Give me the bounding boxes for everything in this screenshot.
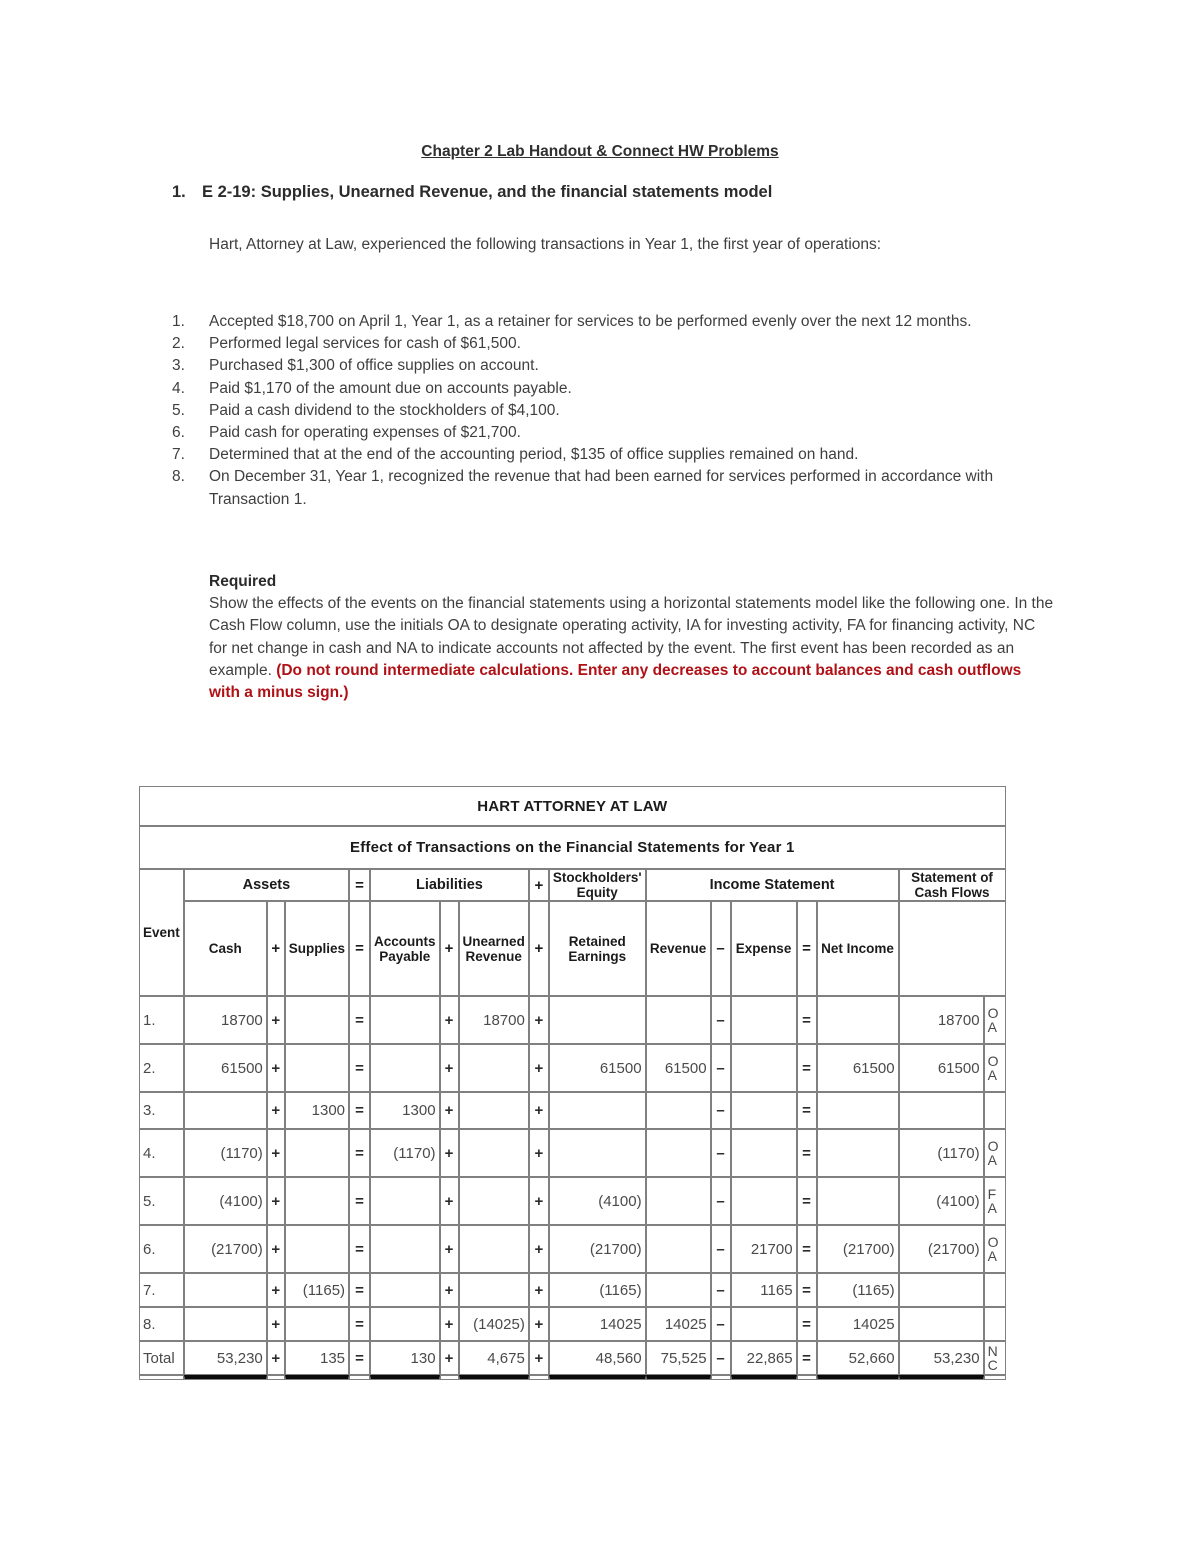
operator-plus: + bbox=[267, 1177, 285, 1225]
column-header-cash: Cash bbox=[184, 901, 267, 996]
operator-plus: + bbox=[529, 1044, 549, 1092]
table-row bbox=[139, 1225, 1006, 1273]
table-total-double-rule bbox=[139, 1375, 1006, 1380]
cell-cash-flow-code bbox=[984, 1273, 1006, 1307]
operator-plus: + bbox=[267, 1044, 285, 1092]
operator-equals: = bbox=[797, 1044, 817, 1092]
cell-expense bbox=[731, 996, 797, 1044]
cell-cash-flow-amount: (4100) bbox=[899, 1177, 984, 1225]
operator-plus: + bbox=[440, 1341, 459, 1375]
operator-plus: + bbox=[529, 1177, 549, 1225]
list-item-text: Paid $1,170 of the amount due on accounts payable. bbox=[209, 379, 572, 397]
cell-cash-flow-code: OA bbox=[984, 1129, 1006, 1177]
operator-plus-liabilities: + bbox=[440, 901, 459, 996]
cell-retained-earnings: 61500 bbox=[549, 1044, 646, 1092]
rule-spacer bbox=[349, 1375, 370, 1380]
group-header-stockholders-equity: Stockholders' Equity bbox=[549, 869, 646, 901]
operator-plus: + bbox=[267, 1341, 285, 1375]
operator-equals-assets: = bbox=[349, 901, 370, 996]
cell-retained-earnings-total: 48,560 bbox=[549, 1341, 646, 1375]
rule-spacer bbox=[529, 1375, 549, 1380]
cell-revenue bbox=[646, 1273, 711, 1307]
operator-plus: + bbox=[267, 1273, 285, 1307]
rule-accounts-payable bbox=[370, 1375, 440, 1380]
operator-minus: – bbox=[711, 1273, 731, 1307]
group-header-statement-of-cash-flows: Statement of Cash Flows bbox=[899, 869, 1006, 901]
cell-supplies bbox=[285, 1129, 349, 1177]
table-row bbox=[139, 1307, 1006, 1341]
operator-plus: + bbox=[529, 996, 549, 1044]
cell-supplies bbox=[285, 996, 349, 1044]
table-group-header-row bbox=[139, 869, 1006, 901]
cell-net-income-total: 52,660 bbox=[817, 1341, 899, 1375]
column-header-revenue: Revenue bbox=[646, 901, 711, 996]
operator-minus: – bbox=[711, 996, 731, 1044]
table-row bbox=[139, 1273, 1006, 1307]
problem-number: 1. bbox=[172, 183, 186, 201]
column-header-cash-flow-blank bbox=[899, 901, 1006, 996]
column-header-expense: Expense bbox=[731, 901, 797, 996]
list-item bbox=[172, 466, 1052, 510]
cell-event-total: Total bbox=[139, 1341, 184, 1375]
cell-cash-flow-amount-total: 53,230 bbox=[899, 1341, 984, 1375]
cell-revenue bbox=[646, 996, 711, 1044]
cell-supplies-total: 135 bbox=[285, 1341, 349, 1375]
cell-event: 3. bbox=[139, 1092, 184, 1129]
table-banner-company: HART ATTORNEY AT LAW bbox=[139, 786, 1006, 826]
cell-revenue bbox=[646, 1092, 711, 1129]
cell-accounts-payable bbox=[370, 1273, 440, 1307]
cell-expense-total: 22,865 bbox=[731, 1341, 797, 1375]
cell-cash: (21700) bbox=[184, 1225, 267, 1273]
rule-supplies bbox=[285, 1375, 349, 1380]
cell-accounts-payable bbox=[370, 1225, 440, 1273]
operator-equals: = bbox=[349, 996, 370, 1044]
financial-statements-model-table bbox=[139, 786, 1006, 1380]
cell-cash-flow-code: OA bbox=[984, 1225, 1006, 1273]
rule-cash bbox=[184, 1375, 267, 1380]
rule-revenue bbox=[646, 1375, 711, 1380]
operator-plus: + bbox=[529, 1129, 549, 1177]
group-header-assets: Assets bbox=[184, 869, 349, 901]
list-item bbox=[172, 422, 1052, 444]
document-title bbox=[0, 143, 1200, 161]
operator-plus: + bbox=[529, 1307, 549, 1341]
cell-retained-earnings: (21700) bbox=[549, 1225, 646, 1273]
rule-spacer bbox=[440, 1375, 459, 1380]
operator-plus: + bbox=[529, 1225, 549, 1273]
list-item-text: Purchased $1,300 of office supplies on account. bbox=[209, 357, 539, 375]
cell-cash: 61500 bbox=[184, 1044, 267, 1092]
cell-unearned-revenue-total: 4,675 bbox=[459, 1341, 529, 1375]
operator-plus: + bbox=[440, 1273, 459, 1307]
problem-heading bbox=[172, 183, 1052, 202]
document-title-text: Chapter 2 Lab Handout & Connect HW Problems bbox=[421, 143, 779, 160]
table-total-row bbox=[139, 1341, 1006, 1375]
cell-net-income bbox=[817, 1177, 899, 1225]
cell-accounts-payable bbox=[370, 1307, 440, 1341]
cell-accounts-payable bbox=[370, 1044, 440, 1092]
list-item bbox=[172, 311, 1052, 333]
cell-supplies bbox=[285, 1044, 349, 1092]
cell-expense bbox=[731, 1177, 797, 1225]
list-item-text: On December 31, Year 1, recognized the revenue that had been earned for services performed in accordance with Transaction 1. bbox=[209, 468, 994, 508]
cell-net-income: (21700) bbox=[817, 1225, 899, 1273]
cell-event: 4. bbox=[139, 1129, 184, 1177]
list-item-marker: 7. bbox=[172, 446, 185, 464]
operator-minus: – bbox=[711, 1129, 731, 1177]
cell-event: 2. bbox=[139, 1044, 184, 1092]
required-paragraph bbox=[209, 593, 1054, 704]
required-text: Show the effects of the events on the financial statements using a horizontal statements model like the following one. In the Cash Flow column, use the initials OA to designate operating activity, IA for investing activity, FA for financing activity, NC for net change in cash and NA to indicate accounts not affected by the event. The first event has been recorded as an example. bbox=[209, 595, 1054, 679]
cell-expense: 1165 bbox=[731, 1273, 797, 1307]
operator-plus: + bbox=[267, 1092, 285, 1129]
cell-revenue: 14025 bbox=[646, 1307, 711, 1341]
list-item-text: Accepted $18,700 on April 1, Year 1, as a retainer for services to be performed evenly over the next 12 months. bbox=[209, 313, 972, 330]
list-item-marker: 6. bbox=[172, 424, 185, 442]
cell-net-income: 61500 bbox=[817, 1044, 899, 1092]
cell-cash-flow-amount bbox=[899, 1273, 984, 1307]
table-column-header-row bbox=[139, 901, 1006, 996]
operator-minus: – bbox=[711, 1044, 731, 1092]
table-banner-company-row bbox=[139, 786, 1006, 826]
cell-retained-earnings: 14025 bbox=[549, 1307, 646, 1341]
cell-revenue bbox=[646, 1177, 711, 1225]
cell-revenue: 61500 bbox=[646, 1044, 711, 1092]
operator-minus: – bbox=[711, 1092, 731, 1129]
transaction-list bbox=[172, 311, 1052, 511]
cell-retained-earnings: (1165) bbox=[549, 1273, 646, 1307]
cell-cash-flow-amount bbox=[899, 1307, 984, 1341]
cell-unearned-revenue bbox=[459, 1092, 529, 1129]
cell-expense: 21700 bbox=[731, 1225, 797, 1273]
cell-revenue-total: 75,525 bbox=[646, 1341, 711, 1375]
operator-equals: = bbox=[349, 1307, 370, 1341]
cell-expense bbox=[731, 1092, 797, 1129]
required-red-note: (Do not round intermediate calculations. Enter any decreases to account balances and cash outflows with a minus sign.) bbox=[209, 661, 1022, 702]
rule-spacer bbox=[711, 1375, 731, 1380]
cell-cash-flow-code: OA bbox=[984, 996, 1006, 1044]
operator-equals: = bbox=[349, 1273, 370, 1307]
operator-plus: + bbox=[440, 1092, 459, 1129]
cell-event: 7. bbox=[139, 1273, 184, 1307]
list-item-marker: 5. bbox=[172, 401, 185, 419]
cell-expense bbox=[731, 1044, 797, 1092]
operator-minus: – bbox=[711, 1225, 731, 1273]
operator-plus: + bbox=[440, 1225, 459, 1273]
table-row bbox=[139, 1044, 1006, 1092]
operator-equals: = bbox=[797, 1225, 817, 1273]
cell-accounts-payable bbox=[370, 1177, 440, 1225]
column-header-net-income: Net Income bbox=[817, 901, 899, 996]
operator-plus: + bbox=[529, 1092, 549, 1129]
table-row bbox=[139, 1129, 1006, 1177]
rule-spacer bbox=[984, 1375, 1006, 1380]
operator-plus-assets: + bbox=[267, 901, 285, 996]
table-row bbox=[139, 996, 1006, 1044]
cell-net-income bbox=[817, 1092, 899, 1129]
operator-equals: = bbox=[349, 1092, 370, 1129]
list-item-marker: 2. bbox=[172, 335, 185, 353]
group-header-income-statement: Income Statement bbox=[646, 869, 899, 901]
list-item-text: Paid a cash dividend to the stockholders of $4,100. bbox=[209, 401, 560, 419]
cell-unearned-revenue bbox=[459, 1044, 529, 1092]
cell-unearned-revenue: (14025) bbox=[459, 1307, 529, 1341]
cell-event: 8. bbox=[139, 1307, 184, 1341]
cell-cash-flow-amount: 61500 bbox=[899, 1044, 984, 1092]
rule-spacer bbox=[267, 1375, 285, 1380]
cell-cash bbox=[184, 1273, 267, 1307]
cell-cash bbox=[184, 1307, 267, 1341]
problem-intro: Hart, Attorney at Law, experienced the following transactions in Year 1, the first year of operations: bbox=[209, 236, 882, 253]
table-row bbox=[139, 1177, 1006, 1225]
column-header-unearned-revenue: Unearned Revenue bbox=[459, 901, 529, 996]
cell-net-income: 14025 bbox=[817, 1307, 899, 1341]
operator-plus: + bbox=[267, 1307, 285, 1341]
cell-accounts-payable bbox=[370, 996, 440, 1044]
cell-cash-flow-amount bbox=[899, 1092, 984, 1129]
column-header-event: Event bbox=[139, 869, 184, 996]
column-header-supplies: Supplies bbox=[285, 901, 349, 996]
cell-revenue bbox=[646, 1129, 711, 1177]
rule-unearned-revenue bbox=[459, 1375, 529, 1380]
list-item-marker: 1. bbox=[172, 313, 185, 330]
cell-net-income: (1165) bbox=[817, 1273, 899, 1307]
list-item-marker: 4. bbox=[172, 379, 185, 397]
operator-equals-income: = bbox=[797, 901, 817, 996]
list-item-marker: 3. bbox=[172, 357, 185, 375]
cell-retained-earnings bbox=[549, 1092, 646, 1129]
cell-cash-flow-code-total: NC bbox=[984, 1341, 1006, 1375]
group-operator-equals: = bbox=[349, 869, 370, 901]
cell-accounts-payable: (1170) bbox=[370, 1129, 440, 1177]
required-label: Required bbox=[209, 573, 277, 590]
group-operator-plus: + bbox=[529, 869, 549, 901]
cell-unearned-revenue bbox=[459, 1129, 529, 1177]
operator-equals: = bbox=[797, 1129, 817, 1177]
list-item bbox=[172, 400, 1052, 422]
list-item bbox=[172, 333, 1052, 355]
operator-minus: – bbox=[711, 1341, 731, 1375]
rule-net-income bbox=[817, 1375, 899, 1380]
list-item-marker: 8. bbox=[172, 468, 185, 486]
operator-equals: = bbox=[349, 1225, 370, 1273]
cell-supplies bbox=[285, 1307, 349, 1341]
cell-supplies: 1300 bbox=[285, 1092, 349, 1129]
table-row bbox=[139, 1092, 1006, 1129]
operator-plus: + bbox=[529, 1341, 549, 1375]
operator-equals: = bbox=[349, 1129, 370, 1177]
group-header-liabilities: Liabilities bbox=[370, 869, 529, 901]
cell-revenue bbox=[646, 1225, 711, 1273]
operator-plus: + bbox=[267, 1129, 285, 1177]
table-banner-subtitle: Effect of Transactions on the Financial Statements for Year 1 bbox=[139, 826, 1006, 869]
list-item-text: Determined that at the end of the accounting period, $135 of office supplies remained on hand. bbox=[209, 446, 859, 464]
cell-expense bbox=[731, 1129, 797, 1177]
table-banner-subtitle-row bbox=[139, 826, 1006, 869]
list-item bbox=[172, 378, 1052, 400]
operator-equals: = bbox=[797, 1177, 817, 1225]
cell-event: 5. bbox=[139, 1177, 184, 1225]
cell-unearned-revenue: 18700 bbox=[459, 996, 529, 1044]
operator-plus: + bbox=[440, 996, 459, 1044]
cell-cash bbox=[184, 1092, 267, 1129]
cell-event: 6. bbox=[139, 1225, 184, 1273]
operator-equals: = bbox=[797, 1341, 817, 1375]
list-item-text: Paid cash for operating expenses of $21,700. bbox=[209, 424, 521, 442]
operator-minus: – bbox=[711, 1307, 731, 1341]
cell-event: 1. bbox=[139, 996, 184, 1044]
operator-equals: = bbox=[349, 1341, 370, 1375]
cell-net-income bbox=[817, 1129, 899, 1177]
rule-cash-flow bbox=[899, 1375, 984, 1380]
cell-accounts-payable: 1300 bbox=[370, 1092, 440, 1129]
cell-cash: 18700 bbox=[184, 996, 267, 1044]
operator-plus: + bbox=[440, 1307, 459, 1341]
column-header-accounts-payable: Accounts Payable bbox=[370, 901, 440, 996]
cell-expense bbox=[731, 1307, 797, 1341]
list-item-text: Performed legal services for cash of $61,500. bbox=[209, 335, 521, 353]
operator-equals: = bbox=[797, 1092, 817, 1129]
cell-supplies bbox=[285, 1177, 349, 1225]
operator-equals: = bbox=[349, 1044, 370, 1092]
cell-cash-flow-amount: 18700 bbox=[899, 996, 984, 1044]
cell-cash: (4100) bbox=[184, 1177, 267, 1225]
operator-plus: + bbox=[267, 996, 285, 1044]
column-header-retained-earnings: Retained Earnings bbox=[549, 901, 646, 996]
cell-cash: (1170) bbox=[184, 1129, 267, 1177]
operator-plus: + bbox=[440, 1129, 459, 1177]
cell-retained-earnings bbox=[549, 1129, 646, 1177]
problem-heading-text: E 2-19: Supplies, Unearned Revenue, and the financial statements model bbox=[202, 183, 773, 201]
operator-minus-income: – bbox=[711, 901, 731, 996]
cell-cash-flow-code: FA bbox=[984, 1177, 1006, 1225]
operator-equals: = bbox=[797, 1273, 817, 1307]
cell-accounts-payable-total: 130 bbox=[370, 1341, 440, 1375]
operator-plus: + bbox=[440, 1177, 459, 1225]
cell-unearned-revenue bbox=[459, 1177, 529, 1225]
cell-cash-flow-amount: (1170) bbox=[899, 1129, 984, 1177]
cell-retained-earnings: (4100) bbox=[549, 1177, 646, 1225]
operator-plus-equity: + bbox=[529, 901, 549, 996]
cell-cash-flow-code bbox=[984, 1092, 1006, 1129]
rule-spacer bbox=[797, 1375, 817, 1380]
rule-retained-earnings bbox=[549, 1375, 646, 1380]
cell-cash-total: 53,230 bbox=[184, 1341, 267, 1375]
cell-net-income bbox=[817, 996, 899, 1044]
operator-minus: – bbox=[711, 1177, 731, 1225]
operator-equals: = bbox=[797, 1307, 817, 1341]
rule-expense bbox=[731, 1375, 797, 1380]
cell-cash-flow-code bbox=[984, 1307, 1006, 1341]
operator-plus: + bbox=[267, 1225, 285, 1273]
list-item bbox=[172, 444, 1052, 466]
required-block bbox=[209, 571, 1054, 704]
cell-cash-flow-code: OA bbox=[984, 1044, 1006, 1092]
rule-spacer bbox=[139, 1375, 184, 1380]
cell-retained-earnings bbox=[549, 996, 646, 1044]
cell-cash-flow-amount: (21700) bbox=[899, 1225, 984, 1273]
operator-plus: + bbox=[529, 1273, 549, 1307]
operator-equals: = bbox=[349, 1177, 370, 1225]
list-item bbox=[172, 355, 1052, 377]
operator-plus: + bbox=[440, 1044, 459, 1092]
cell-supplies: (1165) bbox=[285, 1273, 349, 1307]
operator-equals: = bbox=[797, 996, 817, 1044]
cell-unearned-revenue bbox=[459, 1225, 529, 1273]
cell-supplies bbox=[285, 1225, 349, 1273]
cell-unearned-revenue bbox=[459, 1273, 529, 1307]
